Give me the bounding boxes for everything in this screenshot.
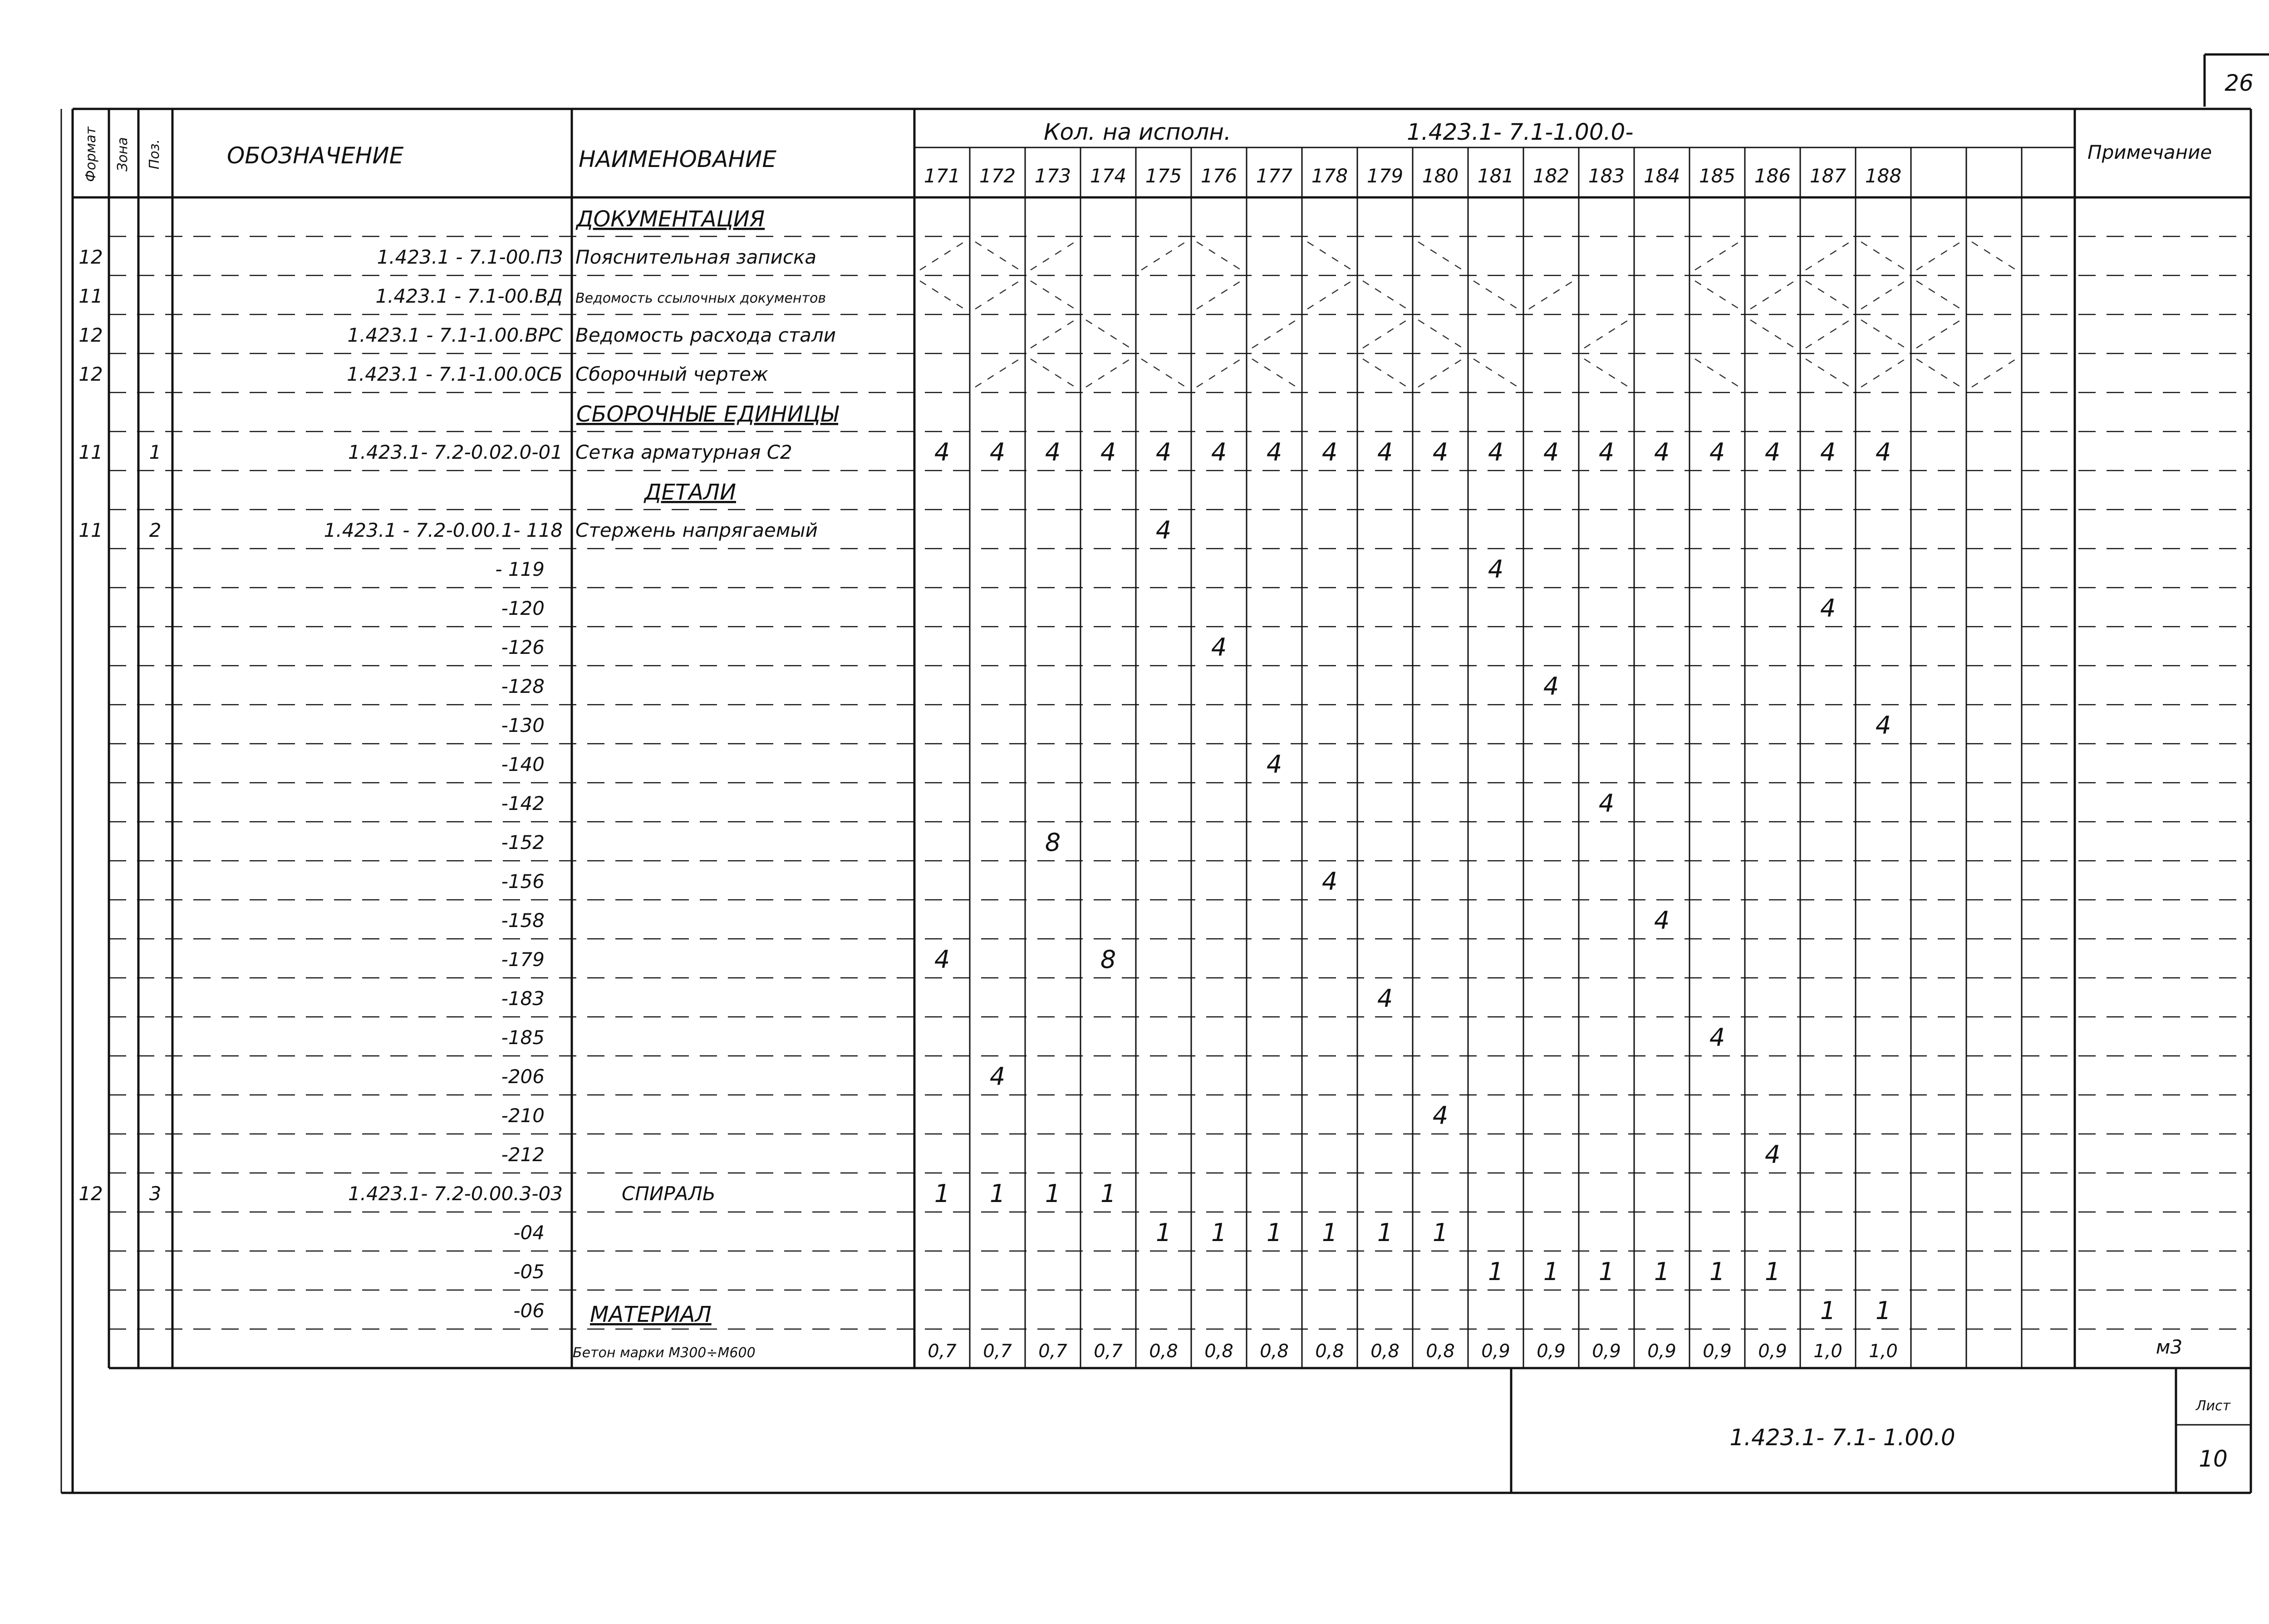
exec-column-185: 185 (1699, 165, 1736, 187)
qty-cell: 4 (1266, 750, 1282, 779)
qty-cell: 4 (1155, 438, 1172, 466)
doc-row-mark (1806, 281, 1850, 309)
row-designation: -128 (501, 675, 545, 697)
doc-row-mark (1473, 281, 1518, 309)
row-designation: -120 (501, 597, 545, 619)
row-designation: -130 (501, 714, 545, 736)
doc-row-mark (1252, 359, 1297, 387)
row-position: 2 (149, 519, 162, 541)
row-name: Сетка арматурная С2 (575, 441, 792, 463)
qty-cell: 1 (989, 1179, 1006, 1208)
doc-row-mark (1750, 281, 1795, 309)
qty-cell: 4 (1820, 594, 1836, 623)
qty-cell: 4 (1764, 438, 1781, 466)
doc-row-mark (1363, 359, 1407, 387)
exec-column-183: 183 (1588, 165, 1625, 187)
exec-column-177: 177 (1256, 165, 1293, 187)
doc-row-mark (1418, 242, 1463, 270)
row-designation: -04 (513, 1222, 545, 1244)
format-header: Формат (83, 127, 99, 182)
qty-cell: 1 (1709, 1257, 1725, 1286)
doc-row-mark (920, 242, 964, 270)
note-header: Примечание (2087, 141, 2212, 163)
qty-cell: 1 (934, 1179, 950, 1208)
row-format: 12 (79, 246, 103, 268)
doc-row-mark (1141, 242, 1186, 270)
doc-row-mark (1197, 242, 1241, 270)
qty-cell: 4 (1875, 711, 1891, 740)
exec-column-182: 182 (1532, 165, 1570, 187)
qty-cell: 4 (1155, 516, 1172, 545)
doc-row-mark (1916, 281, 1961, 309)
concrete-qty: 0,8 (1370, 1341, 1400, 1362)
row-name: СПИРАЛЬ (622, 1182, 716, 1205)
document-code: 1.423.1- 7.1- 1.00.0 (1729, 1424, 1955, 1451)
row-format: 12 (79, 363, 103, 385)
qty-cell: 4 (1211, 438, 1227, 466)
doc-row-mark (1418, 359, 1463, 387)
doc-row-mark (1972, 359, 2016, 387)
doc-row-mark (1861, 242, 1906, 270)
row-designation: 1.423.1 - 7.1-00.ВД (375, 285, 563, 307)
zone-header: Зона (115, 137, 131, 172)
qty-cell: 4 (1709, 438, 1725, 466)
doc-row-mark (1418, 320, 1463, 348)
qty-cell: 4 (1820, 438, 1836, 466)
table-grid (61, 54, 2269, 1493)
sheet-number: 26 (2225, 70, 2254, 96)
qty-cell: 4 (989, 1062, 1006, 1091)
name-header: НАИМЕНОВАНИЕ (579, 146, 776, 172)
qty-cell: 4 (934, 945, 950, 974)
row-designation: -179 (501, 948, 545, 971)
qty-cell: 4 (1875, 438, 1891, 466)
exec-column-181: 181 (1477, 165, 1514, 187)
designation-header: ОБОЗНАЧЕНИЕ (227, 142, 404, 169)
doc-row-mark (1197, 359, 1241, 387)
concrete-qty: 0,9 (1647, 1341, 1676, 1362)
concrete-qty: 0,9 (1703, 1341, 1732, 1362)
qty-cell: 4 (1266, 438, 1282, 466)
doc-row-mark (1806, 242, 1850, 270)
exec-column-188: 188 (1865, 165, 1902, 187)
row-designation: -05 (513, 1261, 545, 1283)
doc-row-mark (1529, 281, 1573, 309)
row-format: 12 (79, 1182, 103, 1205)
row-designation: 1.423.1- 7.2-0.00.3-03 (348, 1182, 563, 1205)
row-designation: -140 (501, 753, 545, 775)
doc-row-mark (975, 242, 1020, 270)
qty-cell: 1 (1598, 1257, 1615, 1286)
doc-row-mark (1363, 320, 1407, 348)
concrete-qty: 0,7 (983, 1341, 1012, 1362)
qty-cell: 1 (1875, 1296, 1891, 1325)
concrete-qty: 0,8 (1260, 1341, 1289, 1362)
qty-cell: 4 (1488, 555, 1504, 584)
doc-row-mark (1197, 281, 1241, 309)
concrete-qty: 0,7 (1038, 1341, 1067, 1362)
row-designation: 1.423.1- 7.2-0.02.0-01 (348, 441, 563, 463)
exec-column-172: 172 (979, 165, 1016, 187)
qty-cell: 4 (989, 438, 1006, 466)
doc-row-mark (1086, 320, 1130, 348)
concrete-qty: 0,7 (928, 1341, 957, 1362)
concrete-unit: м3 (2156, 1336, 2183, 1358)
qty-cell: 4 (1543, 438, 1559, 466)
doc-row-mark (1031, 320, 1075, 348)
row-designation: -126 (501, 636, 545, 658)
doc-row-mark (1584, 359, 1629, 387)
doc-row-mark (1363, 281, 1407, 309)
qty-cell: 4 (1709, 1023, 1725, 1052)
doc-row-mark (920, 281, 964, 309)
doc-row-mark (1695, 359, 1739, 387)
section-documentation: ДОКУМЕНТАЦИЯ (576, 206, 765, 232)
row-format: 11 (79, 285, 103, 307)
sheet-value: 10 (2199, 1446, 2228, 1472)
exec-column-187: 187 (1809, 165, 1847, 187)
qty-cell: 1 (1764, 1257, 1781, 1286)
row-position: 3 (149, 1182, 162, 1205)
row-designation: 1.423.1 - 7.2-0.00.1- 118 (324, 519, 563, 541)
doc-row-mark (975, 281, 1020, 309)
concrete-qty: 0,9 (1758, 1341, 1787, 1362)
doc-row-mark (1695, 242, 1739, 270)
concrete-qty: 0,8 (1426, 1341, 1455, 1362)
qty-cell: 4 (1543, 672, 1559, 701)
qty-cell: 8 (1045, 828, 1061, 857)
qty-cell: 4 (1764, 1140, 1781, 1169)
row-designation: -06 (513, 1300, 545, 1322)
exec-column-180: 180 (1422, 165, 1459, 187)
doc-row-mark (1695, 281, 1739, 309)
doc-row-mark (1031, 281, 1075, 309)
row-format: 11 (79, 519, 103, 541)
qty-cell: 1 (1820, 1296, 1836, 1325)
exec-column-173: 173 (1034, 165, 1071, 187)
exec-column-174: 174 (1090, 165, 1127, 187)
section-material: МАТЕРИАЛ (590, 1302, 712, 1327)
section-details: ДЕТАЛИ (644, 480, 736, 505)
exec-column-184: 184 (1643, 165, 1680, 187)
qty-cell: 1 (1377, 1218, 1393, 1247)
row-designation: -152 (501, 831, 545, 854)
qty-cell: 4 (934, 438, 950, 466)
concrete-qty: 1,0 (1869, 1341, 1898, 1362)
qty-cell: 1 (1321, 1218, 1338, 1247)
doc-row-mark (1861, 320, 1906, 348)
qty-cell: 8 (1100, 945, 1116, 974)
doc-row-mark (1252, 320, 1297, 348)
qty-cell: 4 (1045, 438, 1061, 466)
doc-row-mark (1972, 242, 2016, 270)
row-format: 12 (79, 324, 103, 346)
row-designation: -185 (501, 1026, 545, 1049)
exec-column-171: 171 (923, 165, 961, 187)
qty-cell: 1 (1654, 1257, 1670, 1286)
position-header: Поз. (147, 139, 162, 170)
qty-cell: 1 (1543, 1257, 1559, 1286)
concrete-qty: 1,0 (1813, 1341, 1842, 1362)
concrete-qty: 0,8 (1149, 1341, 1178, 1362)
doc-row-mark (1861, 281, 1906, 309)
row-name: Пояснительная записка (575, 246, 817, 268)
qty-cell: 4 (1377, 438, 1393, 466)
qty-cell: 1 (1155, 1218, 1172, 1247)
doc-row-mark (1916, 320, 1961, 348)
sheet-label: Лист (2195, 1398, 2231, 1414)
doc-row-mark (1141, 359, 1186, 387)
row-designation: -210 (501, 1104, 545, 1127)
section-assembly-units: СБОРОЧНЫЕ ЕДИНИЦЫ (576, 402, 839, 427)
doc-row-mark (1750, 320, 1795, 348)
row-designation: -183 (501, 987, 545, 1010)
row-designation: -158 (501, 909, 545, 932)
row-name: Стержень напрягаемый (575, 519, 818, 541)
qty-cell: 1 (1488, 1257, 1504, 1286)
qty-cell: 1 (1211, 1218, 1227, 1247)
exec-column-176: 176 (1200, 165, 1238, 187)
qty-cell: 4 (1211, 633, 1227, 662)
row-designation: - 119 (495, 558, 545, 580)
doc-row-mark (1916, 359, 1961, 387)
qty-group-code: 1.423.1- 7.1-1.00.0- (1407, 119, 1634, 145)
doc-row-mark (1031, 242, 1075, 270)
qty-cell: 4 (1654, 906, 1670, 935)
qty-cell: 4 (1100, 438, 1116, 466)
doc-row-mark (1861, 359, 1906, 387)
row-name: Ведомость ссылочных документов (575, 290, 826, 306)
qty-cell: 4 (1598, 438, 1615, 466)
row-format: 11 (79, 441, 103, 463)
doc-row-mark (1584, 320, 1629, 348)
qty-cell: 1 (1432, 1218, 1449, 1247)
doc-row-mark (1307, 281, 1352, 309)
qty-cell: 4 (1432, 438, 1449, 466)
concrete-qty: 0,7 (1094, 1341, 1123, 1362)
qty-cell: 1 (1045, 1179, 1061, 1208)
qty-cell: 1 (1100, 1179, 1116, 1208)
concrete-qty: 0,9 (1592, 1341, 1621, 1362)
qty-cell: 4 (1377, 984, 1393, 1013)
doc-row-mark (1806, 320, 1850, 348)
row-name: Ведомость расхода стали (575, 324, 836, 346)
concrete-qty: 0,9 (1481, 1341, 1510, 1362)
doc-row-mark (1473, 359, 1518, 387)
qty-cell: 4 (1654, 438, 1670, 466)
doc-row-mark (1806, 359, 1850, 387)
concrete-qty: 0,8 (1315, 1341, 1344, 1362)
doc-row-mark (975, 359, 1020, 387)
qty-cell: 4 (1598, 789, 1615, 818)
doc-row-mark (1307, 242, 1352, 270)
row-position: 1 (149, 441, 162, 463)
doc-row-mark (1031, 359, 1075, 387)
exec-column-175: 175 (1145, 165, 1182, 187)
exec-column-179: 179 (1366, 165, 1404, 187)
row-designation: -212 (501, 1143, 545, 1166)
qty-cell: 4 (1321, 438, 1338, 466)
qty-cell: 4 (1321, 867, 1338, 896)
concrete-qty: 0,8 (1204, 1341, 1233, 1362)
qty-group-header: Кол. на исполн. (1044, 119, 1231, 145)
doc-row-mark (1916, 242, 1961, 270)
qty-cell: 4 (1432, 1101, 1449, 1130)
row-designation: 1.423.1 - 7.1-1.00.ВРС (347, 324, 563, 346)
qty-cell: 4 (1488, 438, 1504, 466)
row-name: Сборочный чертеж (575, 363, 768, 385)
qty-cell: 1 (1266, 1218, 1282, 1247)
row-designation: 1.423.1 - 7.1-1.00.0СБ (347, 363, 563, 385)
row-designation: 1.423.1 - 7.1-00.ПЗ (377, 246, 563, 268)
concrete-name: Бетон марки М300÷М600 (573, 1345, 756, 1361)
row-designation: -156 (501, 870, 545, 893)
row-designation: -206 (501, 1065, 545, 1088)
doc-row-mark (1086, 359, 1130, 387)
row-designation: -142 (501, 792, 545, 814)
exec-column-178: 178 (1311, 165, 1348, 187)
concrete-qty: 0,9 (1537, 1341, 1566, 1362)
table-content (79, 70, 2254, 1472)
exec-column-186: 186 (1754, 165, 1791, 187)
